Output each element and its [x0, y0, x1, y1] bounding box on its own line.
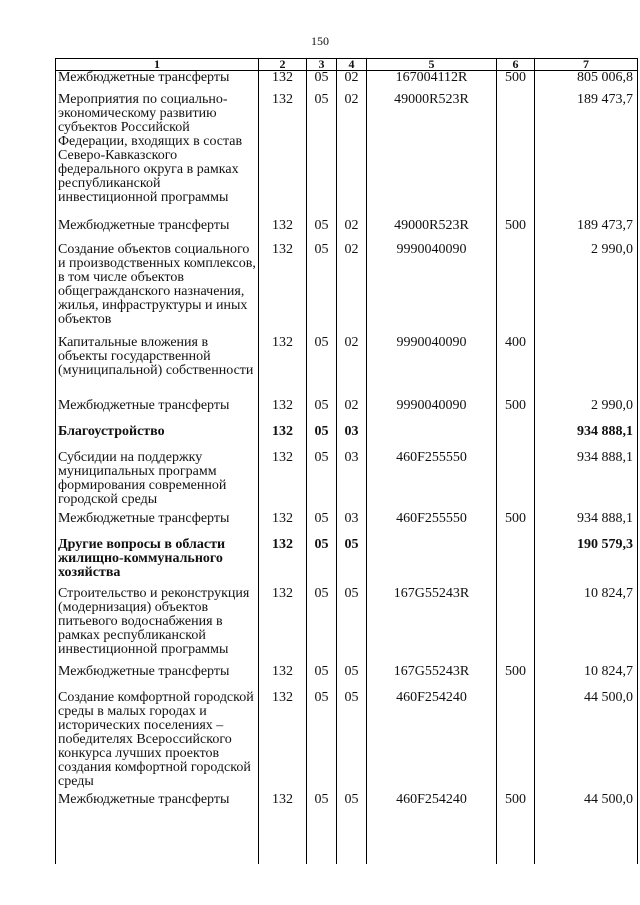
budget-table-container: [55, 57, 633, 864]
row-expense-type: [497, 93, 535, 219]
row-target-article: 49000R523R: [367, 219, 497, 243]
row-name: Капитальные вложения в объекты государственной (муниципальной) собственности: [56, 336, 259, 399]
row-amount: 10 824,7: [535, 665, 638, 691]
row-amount: 805 006,8: [535, 71, 638, 94]
row-subsection-code: 02: [337, 93, 367, 219]
row-expense-type: [497, 587, 535, 665]
table-row: [56, 512, 638, 538]
row-target-article: [367, 425, 497, 451]
table-row: [56, 691, 638, 793]
row-expense-type: 500: [497, 71, 535, 94]
row-ministry-code: 132: [259, 399, 307, 425]
row-target-article: 460F254240: [367, 691, 497, 793]
row-amount: 934 888,1: [535, 425, 638, 451]
row-name: Мероприятия по социально-экономическому развитию субъектов Российской Федерации, входящих в состав Северо-Кавказского федерального округа в рамках республиканской инвестиционной программы: [56, 93, 259, 219]
table-row: [56, 336, 638, 399]
empty-cell: [337, 819, 367, 864]
table-row: [56, 425, 638, 451]
row-section-code: 05: [307, 538, 337, 587]
row-amount: 44 500,0: [535, 691, 638, 793]
row-subsection-code: 02: [337, 336, 367, 399]
row-ministry-code: 132: [259, 538, 307, 587]
column-header-6: 6: [497, 59, 535, 71]
row-subsection-code: 05: [337, 538, 367, 587]
row-expense-type: [497, 243, 535, 336]
row-ministry-code: 132: [259, 691, 307, 793]
row-amount: 2 990,0: [535, 399, 638, 425]
row-target-article: [367, 538, 497, 587]
row-name: Межбюджетные трансферты: [56, 512, 259, 538]
page-number: 150: [311, 34, 329, 48]
row-ministry-code: 132: [259, 425, 307, 451]
row-target-article: 9990040090: [367, 336, 497, 399]
table-row: [56, 665, 638, 691]
row-ministry-code: 132: [259, 793, 307, 819]
row-section-code: 05: [307, 243, 337, 336]
table-tail-spacer: [56, 819, 638, 864]
table-body: [56, 71, 638, 865]
table-row: [56, 399, 638, 425]
row-name: Межбюджетные трансферты: [56, 219, 259, 243]
row-target-article: 460F255550: [367, 451, 497, 512]
column-header-7: 7: [535, 59, 638, 71]
row-section-code: 05: [307, 425, 337, 451]
row-ministry-code: 132: [259, 219, 307, 243]
row-ministry-code: 132: [259, 451, 307, 512]
column-number-header: [56, 59, 638, 71]
row-name: Создание комфортной городской среды в малых городах и исторических поселениях – победителях Всероссийского конкурса лучших проектов создания комфортной городской среды: [56, 691, 259, 793]
empty-cell: [307, 819, 337, 864]
table-row: [56, 71, 638, 94]
column-header-1: 1: [56, 59, 259, 71]
row-section-code: 05: [307, 691, 337, 793]
table-row: [56, 219, 638, 243]
row-subsection-code: 03: [337, 512, 367, 538]
table-row: [56, 93, 638, 219]
empty-cell: [497, 819, 535, 864]
row-amount: 44 500,0: [535, 793, 638, 819]
empty-cell: [535, 819, 638, 864]
row-ministry-code: 132: [259, 512, 307, 538]
row-subsection-code: 03: [337, 425, 367, 451]
table-row: [56, 243, 638, 336]
row-ministry-code: 132: [259, 587, 307, 665]
column-header-3: 3: [307, 59, 337, 71]
row-ministry-code: 132: [259, 665, 307, 691]
empty-cell: [56, 819, 259, 864]
row-name: Создание объектов социального и производственных комплексов, в том числе объектов общегражданского назначения, жилья, инфраструктуры и иных объектов: [56, 243, 259, 336]
column-header-4: 4: [337, 59, 367, 71]
row-subsection-code: 02: [337, 399, 367, 425]
row-name: Межбюджетные трансферты: [56, 793, 259, 819]
row-expense-type: 400: [497, 336, 535, 399]
row-section-code: 05: [307, 399, 337, 425]
row-expense-type: [497, 451, 535, 512]
column-header-5: 5: [367, 59, 497, 71]
row-expense-type: 500: [497, 512, 535, 538]
row-subsection-code: 02: [337, 219, 367, 243]
row-name: Благоустройство: [56, 425, 259, 451]
row-target-article: 460F255550: [367, 512, 497, 538]
row-expense-type: [497, 691, 535, 793]
row-name: Строительство и реконструкция (модернизация) объектов питьевого водоснабжения в рамках республиканской инвестиционной программы: [56, 587, 259, 665]
row-target-article: 9990040090: [367, 399, 497, 425]
row-name: Межбюджетные трансферты: [56, 71, 259, 94]
row-expense-type: [497, 425, 535, 451]
column-header-2: 2: [259, 59, 307, 71]
row-section-code: 05: [307, 793, 337, 819]
row-amount: 189 473,7: [535, 219, 638, 243]
row-target-article: 9990040090: [367, 243, 497, 336]
row-expense-type: 500: [497, 665, 535, 691]
row-expense-type: 500: [497, 793, 535, 819]
table-row: [56, 538, 638, 587]
row-amount: 10 824,7: [535, 587, 638, 665]
row-target-article: 167G55243R: [367, 665, 497, 691]
row-subsection-code: 05: [337, 691, 367, 793]
row-target-article: 460F254240: [367, 793, 497, 819]
row-name: Другие вопросы в области жилищно-коммунального хозяйства: [56, 538, 259, 587]
row-section-code: 05: [307, 451, 337, 512]
row-amount: 190 579,3: [535, 538, 638, 587]
row-section-code: 05: [307, 587, 337, 665]
row-section-code: 05: [307, 219, 337, 243]
table-row: [56, 793, 638, 819]
row-section-code: 05: [307, 665, 337, 691]
row-amount: 934 888,1: [535, 451, 638, 512]
row-amount: 934 888,1: [535, 512, 638, 538]
empty-cell: [259, 819, 307, 864]
row-subsection-code: 02: [337, 71, 367, 94]
table-row: [56, 451, 638, 512]
row-target-article: 167004112R: [367, 71, 497, 94]
row-expense-type: 500: [497, 399, 535, 425]
row-section-code: 05: [307, 93, 337, 219]
row-name: Межбюджетные трансферты: [56, 399, 259, 425]
row-subsection-code: 05: [337, 587, 367, 665]
row-expense-type: [497, 538, 535, 587]
row-expense-type: 500: [497, 219, 535, 243]
row-ministry-code: 132: [259, 243, 307, 336]
row-target-article: 49000R523R: [367, 93, 497, 219]
row-ministry-code: 132: [259, 93, 307, 219]
row-subsection-code: 05: [337, 665, 367, 691]
row-name: Межбюджетные трансферты: [56, 665, 259, 691]
row-name: Субсидии на поддержку муниципальных программ формирования современной городской среды: [56, 451, 259, 512]
row-section-code: 05: [307, 336, 337, 399]
row-target-article: 167G55243R: [367, 587, 497, 665]
row-section-code: 05: [307, 71, 337, 94]
row-subsection-code: 02: [337, 243, 367, 336]
row-ministry-code: 132: [259, 71, 307, 94]
budget-table: [55, 58, 638, 864]
row-subsection-code: 05: [337, 793, 367, 819]
empty-cell: [367, 819, 497, 864]
row-subsection-code: 03: [337, 451, 367, 512]
row-amount: 2 990,0: [535, 243, 638, 336]
row-section-code: 05: [307, 512, 337, 538]
row-ministry-code: 132: [259, 336, 307, 399]
row-amount: [535, 336, 638, 399]
table-row: [56, 587, 638, 665]
row-amount: 189 473,7: [535, 93, 638, 219]
